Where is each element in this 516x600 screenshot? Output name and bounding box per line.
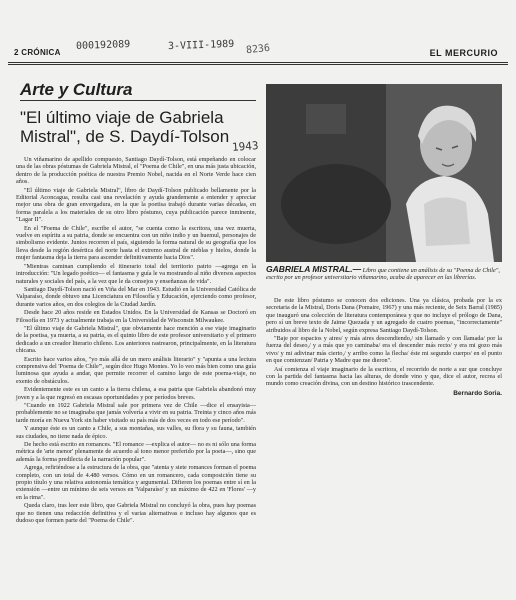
paragraph: Desde hace 20 años reside en Estados Unidos. En la Universidad de Kansas se Doctoró en Filosofía en 1973 y actualmente trabaja en la Universidad de Wisconsin Milwaukee.	[16, 309, 256, 324]
paragraph: "Mientras caminan cumpliendo el itinerario total del territorio patrio —agrega en la introducción: "Un legado poético— el fantasma y guía le va mostrando al niño diversos aspectos naturales y sociales del país, a la vez que le da consejos y enseñanzas de vida".	[16, 262, 256, 285]
paragraph: "Cuando en 1922 Gabriela Mistral sale por primera vez de Chile —dice el ensayista— probablemente no se imaginaba que jamás volvería a vivir en su patria. Treinta y cinco años más tarde moría en Nueva York sin haber visitado su país más de dos veces en todo ese período".	[16, 402, 256, 424]
paragraph: De hecho está escrito en romances. "El romance —explica el autor— no es ni sólo una forma métrica de 'arte menor' plenamente de acuerdo al tono menor preferido por la poeta—, sino que además la forma predilecta de la narración popular".	[16, 441, 256, 463]
section-rule	[20, 100, 256, 101]
author-byline: Bernardo Soria.	[453, 389, 502, 397]
paragraph: Santiago Daydí-Tolson nació en Viña del Mar en 1943. Estudió en la Universidad Católica de Valparaíso, donde obtuvo una Licenciatura en Filosofía y Educación, ejerciendo como profesor, durante varios años, en dos colegios de la Ciudad Jardín.	[16, 285, 256, 308]
portrait-illustration	[266, 84, 502, 262]
paragraph: "Baje por espacios y aires/ y más aires descendiendo,/ sin llamado y con llamada/ por la fuerza del deseo,/ y a más que yo caminaba/ era el descender más recto/ y era mi gozo más vivo/ y mi adivinar más cierto,/ y arribo como la flecha/ éste mi segundo cuerpo/ en el punto en que comienzan/ Patria y Madre que me dieron".	[266, 335, 502, 365]
paragraph: Escrito hace varios años, "yo más allá de un mero análisis literario" y "apunta a una lectura comprensiva del 'Poema de Chile'", según dice Hugo Montes. Yo lo veo más bien como una guía luminosa que ayuda a andar, que permite recorrer el camino largo de este poema-viaje, no exento de obstáculos.	[16, 355, 256, 385]
header-rule	[8, 62, 508, 63]
paragraph: En el "Poema de Chile", escribe el autor, "se cuenta como la escritora, una vez muerta, vuelve en espíritu a su patria, donde se encuentra con un niño indio y un huemul, personajes de simbolismo evidente. Juntos recorren el país, siguiendo la forma natural de su geografía que los lleva desde la región desértica del norte hasta el extremo austral de nieblas y hielos, donde la mujer fantasma deja la tierra para ascender definitivamente hacia Dios".	[16, 224, 256, 262]
page-section-label: 2 CRÓNICA	[14, 48, 61, 57]
handwritten-year-note: 1943	[231, 139, 259, 154]
paragraph: Un viñamarino de apellido compuesto, Santiago Daydí-Tolson, está empeñando en colocar una de las obras póstumas de Gabriela Mistral, el "Poema de Chile", en una más justa ubicación, dentro de la producción poética de nuestra Premio Nobel, nacida en el Norte Verde hace cien años.	[16, 156, 256, 186]
clip-code: 000192089	[75, 39, 131, 52]
header-rule-double	[8, 64, 508, 65]
paragraph: "El último viaje de Gabriela Mistral", libro de Daydí-Tolson publicado bellamente por la Editorial Aconcagua, resulta casi una revelación y ayuda grandemente a entender y apreciar mejor una obra de gran envergadura, en la que la poetisa trabajó durante varias décadas, en forma paralela a los materiales de su otro libro póstumo, cuya publicación parece inminente, "Lagar II".	[16, 186, 256, 224]
caption-text: Libro que contiene un análisis de su "Poema de Chile", escrito por un profesor universitario viñamarino, acaba de aparecer en las librerías.	[266, 267, 500, 282]
portrait-photo	[266, 84, 502, 262]
article-body-left	[16, 156, 256, 526]
caption-title: GABRIELA MISTRAL.—	[266, 264, 362, 274]
photo-caption	[266, 266, 500, 281]
paragraph: Así comienza el viaje imaginario de la escritora, el recorrido de norte a sur que concluye con la partida del fantasma hacia las alturas, de donde vino y que, dice el autor, recrea el mundo como creación divina, con un destino histórico trascendente.	[266, 365, 502, 388]
paragraph: De este libro póstumo se conocen dos ediciones. Una ya clásica, probada por la ex secretaria de la Mistral, Doris Dana (Pomaire, 1967) y una más reciente, de Seix Barral (1985) que inauguró una colección de literatura contemporánea y que no incluye el prólogo de Dana, pero sí un breve texto de Jaime Quezada y un agregado de cuatro poemas, "incorrectamente" atribuidos al libro de la Nobel, según expresa Santiago Daydí-Tolson.	[266, 297, 502, 334]
reference-number: 8236	[245, 42, 271, 57]
paragraph: Evidentemente este es un canto a la tierra chilena, a esa patria que Gabriela abandonó muy joven y a la que regresó en escasas oportunidades y por períodos breves.	[16, 386, 256, 401]
article-body-right	[266, 297, 502, 397]
paragraph: Queda claro, tras leer este libro, que Gabriela Mistral no concluyó la obra, pues hay poemas que no tienen una redacción definitiva y el varias alternativas e incluso hay algunos que es dudoso que formen parte del "Poema de Chile".	[16, 502, 256, 525]
paragraph: "El último viaje de Gabriela Mistral", que obviamente hace mención a ese viaje imaginario de la poetisa, ya muerta, a su patria, es el quinto libro de este profesor universitario y el primero dedicado a un creador literario chileno. Los anteriores rastrearon, principalmente, en la literatura chicana.	[16, 324, 256, 355]
paragraph: Agrega, refiriéndose a la estructura de la obra, que "atenta y siete romances forman el poema completo, con un total de 4.480 versos. Cómo en un romancero, cada composición tiene su propio título y una relativa autonomía temática y argumental. Difieren los poemas entre sí en la extensión —entre un mínimo de seis versos en 'Valparaíso' y un máximo de 422 en 'Flores' —y en la rima".	[16, 464, 256, 501]
handwritten-date: 3-VIII-1989	[167, 38, 235, 53]
paragraph: Y aunque éste es un canto a Chile, a sus montañas, sus valles, su flora y su fauna, también sus ciudades, no tiene nada de épico.	[16, 425, 256, 440]
newspaper-name: EL MERCURIO	[429, 48, 498, 58]
section-title: Arte y Cultura	[20, 80, 133, 99]
article-headline: "El último viaje de Gabriela Mistral", de S. Daydí-Tolson	[20, 108, 230, 146]
